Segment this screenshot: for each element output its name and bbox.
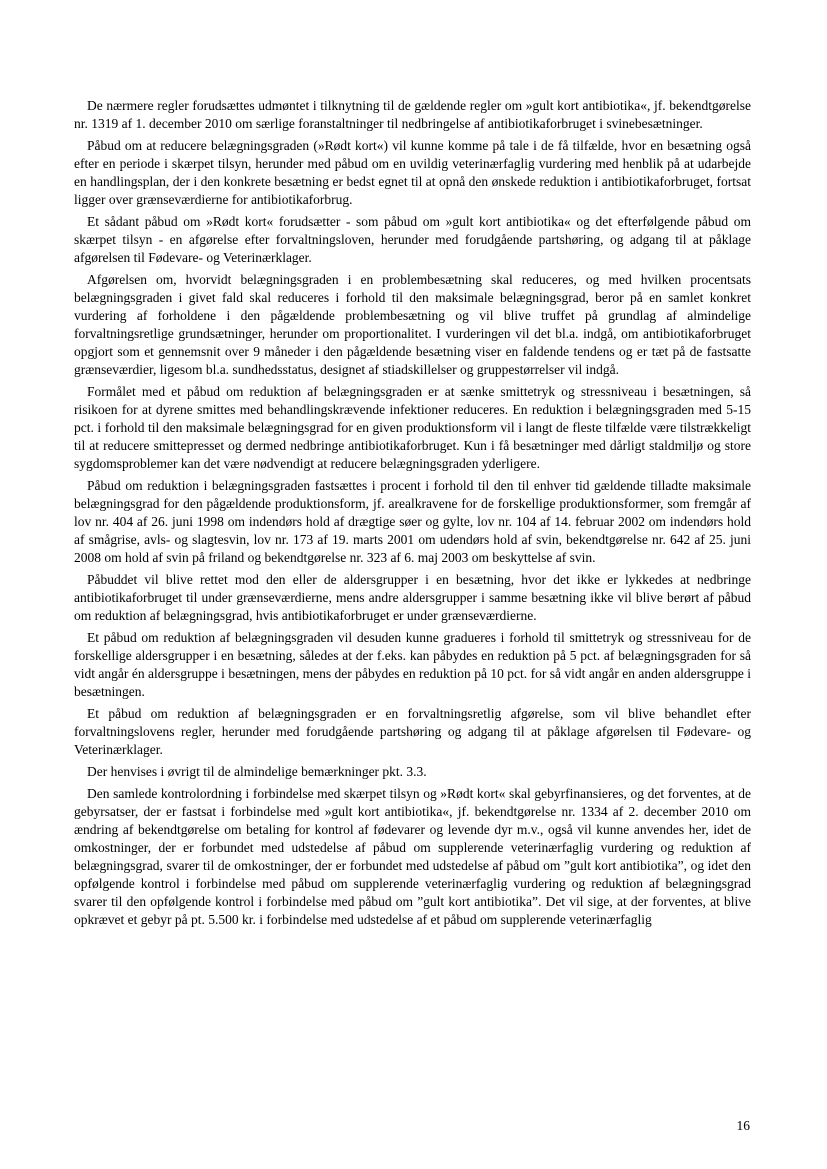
body-text [74, 97, 751, 929]
paragraph-9: Et påbud om reduktion af belægningsgraden er en forvaltningsretlig afgørelse, som vil blive behandlet efter forvaltningslovens regler, herunder med forudgående partshøring og adgang til at påklage afgørelsen til Fødevare- og Veterinærklager. [74, 706, 751, 757]
paragraph-2: Påbud om at reducere belægningsgraden (»Rødt kort«) vil kunne komme på tale i de få tilfælde, hvor en besætning også efter en periode i skærpet tilsyn, herunder med påbud om en uvildig veterinærfaglig vurdering med henblik på at udarbejde en handlingsplan, der i den konkrete besætning er bedst egnet til at opnå den ønskede reduktion i antibiotikaforbruget, fortsat ligger over grænseværdierne for antibiotikaforbrug. [74, 138, 751, 207]
paragraph-5: Formålet med et påbud om reduktion af belægningsgraden er at sænke smittetryk og stressniveau i besætningen, så risikoen for at dyrene smittes med behandlingskrævende infektioner reduceres. En reduktion i belægningsgraden med 5-15 pct. i forhold til den maksimale belægningsgrad for en given produktionsform vil i langt de fleste tilfælde være tilstrækkeligt til at reducere smittepresset og dermed nedbringe antibiotikaforbruget. Kun i få besætninger med dårligt staldmiljø og store sygdomsproblemer kan det være nødvendigt at reducere belægningsgraden yderligere. [74, 384, 751, 471]
paragraph-1: De nærmere regler forudsættes udmøntet i tilknytning til de gældende regler om »gult kort antibiotika«, jf. bekendtgørelse nr. 1319 af 1. december 2010 om særlige foranstaltninger til nedbringelse af antibiotikaforbruget i svinebesætninger. [74, 98, 751, 131]
paragraph-8: Et påbud om reduktion af belægningsgraden vil desuden kunne gradueres i forhold til smittetryk og stressniveau for de forskellige aldersgrupper i en besætning, således at der f.eks. kan påbydes en reduktion på 5 pct. af belægningsgraden for så vidt angår én aldersgruppe i besætningen, mens der påbydes en reduktion på 10 pct. for så vidt angår en anden aldersgruppe i besætningen. [74, 630, 751, 699]
paragraph-10: Der henvises i øvrigt til de almindelige bemærkninger pkt. 3.3. [87, 764, 427, 779]
paragraph-6: Påbud om reduktion i belægningsgraden fastsættes i procent i forhold til den til enhver tid gældende tilladte maksimale belægningsgrad for den pågældende produktionsform, jf. arealkravene for de forskellige produktionsformer, som fremgår af lov nr. 404 af 26. juni 1998 om indendørs hold af drægtige søer og gylte, lov nr. 104 af 14. februar 2002 om indendørs hold af smågrise, avls- og slagtesvin, lov nr. 173 af 19. marts 2001 om udendørs hold af svin, bekendtgørelse nr. 642 af 25. juni 2008 om hold af svin på friland og bekendtgørelse nr. 323 af 6. maj 2003 om beskyttelse af svin. [74, 478, 751, 565]
paragraph-7: Påbuddet vil blive rettet mod den eller de aldersgrupper i en besætning, hvor det ikke er lykkedes at nedbringe antibiotikaforbruget til under grænseværdierne, mens andre aldersgrupper i samme besætning ikke vil blive berørt af påbud om reduktion af belægningsgrad, hvis antibiotikaforbruget er under grænseværdierne. [74, 572, 751, 623]
paragraph-11: Den samlede kontrolordning i forbindelse med skærpet tilsyn og »Rødt kort« skal gebyrfinansieres, og det forventes, at de gebyrsatser, der er fastsat i forbindelse med »gult kort antibiotika«, jf. bekendtgørelse nr. 1334 af 2. december 2010 om ændring af bekendtgørelse om betaling for kontrol af fødevarer og levende dyr m.v., også vil kunne anvendes her, idet de omkostninger, der er forbundet med udstedelse af påbud om supplerende veterinærfaglig vurdering og reduktion af belægningsgrad, svarer til de omkostninger, der er forbundet med udstedelse af påbud om ”gult kort antibiotika”, og idet den opfølgende kontrol i forbindelse med påbud om supplerende veterinærfaglig vurdering og reduktion af belægningsgrad svarer til den opfølgende kontrol i forbindelse med påbud om ”gult kort antibiotika”. Det vil sige, at der forventes, at blive opkrævet et gebyr på pt. 5.500 kr. i forbindelse med udstedelse af et påbud om supplerende veterinærfaglig [74, 786, 751, 927]
paragraph-4: Afgørelsen om, hvorvidt belægningsgraden i en problembesætning skal reduceres, og med hvilken procentsats belægningsgraden i givet fald skal reduceres i forhold til den maksimale belægningsgrad, beror på en samlet konkret vurdering af forholdene i den pågældende problembesætning og vil blive truffet på grundlag af almindelige forvaltningsretlige grundsætninger, herunder om proportionalitet. I vurderingen vil det bl.a. indgå, om antibiotikaforbruget opgjort som et gennemsnit over 9 måneder i den pågældende besætning viser en faldende tendens og er tæt på de fastsatte grænseværdier, ligesom bl.a. sundhedsstatus, designet af stiadskillelser og gruppestørrelser vil indgå. [74, 272, 751, 377]
paragraph-3: Et sådant påbud om »Rødt kort« forudsætter - som påbud om »gult kort antibiotika« og det efterfølgende påbud om skærpet tilsyn - en afgørelse efter forvaltningsloven, herunder med forudgående partshøring, og adgang til at påklage afgørelsen til Fødevare- og Veterinærklager. [74, 214, 751, 265]
page-number: 16 [736, 1118, 750, 1133]
